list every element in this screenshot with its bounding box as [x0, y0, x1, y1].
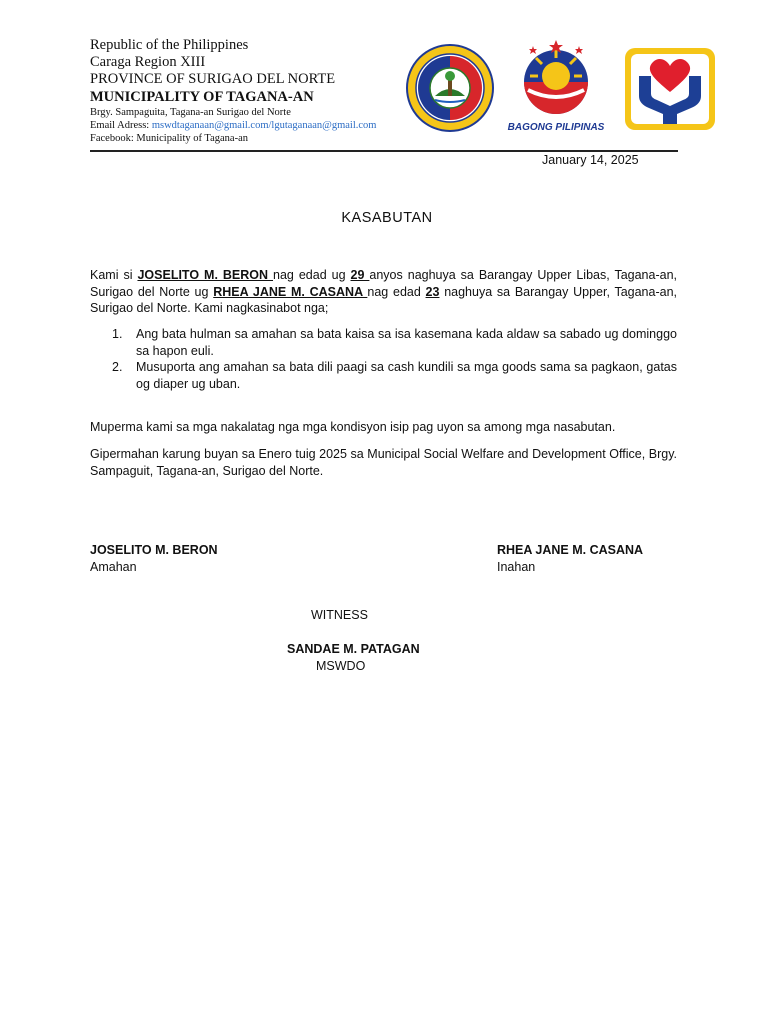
witness-signature-block — [287, 641, 420, 674]
father-signature-role: Amahan — [90, 559, 137, 574]
consent-paragraph: Muperma kami sa mga nakalatag nga mga kondisyon isip pag uyon sa among mga nasabutan. — [90, 420, 616, 434]
email-link[interactable]: mswdtaganaan@gmail.com/lgutaganaan@gmail.com — [151, 120, 377, 131]
document-date: January 14, 2025 — [542, 153, 639, 167]
list-item-number: 1. — [112, 327, 123, 341]
father-name-inline: JOSELITO M. BERON — [137, 268, 274, 282]
bagong-pilipinas-logo — [503, 38, 609, 134]
letterhead-province: PROVINCE OF SURIGAO DEL NORTE — [90, 71, 336, 87]
letterhead — [90, 37, 420, 145]
letterhead-municipality: MUNICIPALITY OF TAGANA-AN — [90, 89, 314, 105]
intro-text-b: nag edad ug — [273, 268, 351, 282]
letterhead-address: Brgy. Sampaguita, Tagana-an Surigao del Norte — [90, 107, 291, 118]
list-item-text: Musuporta ang amahan sa bata dili paagi sa cash kundili sa mga goods sama sa pagkaon, gatas og diaper ug uban. — [136, 360, 677, 391]
mother-age-inline: 23 — [425, 284, 440, 299]
document-title: KASABUTAN — [341, 210, 433, 226]
witness-label: WITNESS — [311, 608, 368, 622]
father-age-inline: 29 — [350, 268, 370, 282]
letterhead-region: Caraga Region XIII — [90, 54, 206, 70]
list-item-number: 2. — [112, 360, 123, 374]
mother-signature-role: Inahan — [497, 559, 536, 574]
list-item — [90, 326, 677, 359]
dswd-logo — [623, 46, 717, 132]
witness-signature-role: MSWDO — [316, 658, 366, 673]
agreement-list — [90, 326, 677, 392]
header-divider — [90, 150, 678, 152]
father-signature-name: JOSELITO M. BERON — [90, 543, 218, 557]
intro-text-c: anyos naghuya sa Barangay Upper Libas, Tagana-an, Surigao del Norte ug — [90, 268, 678, 299]
mother-signature-name: RHEA JANE M. CASANA — [497, 543, 644, 557]
email-label: Email Adress: — [90, 120, 152, 131]
list-item — [90, 359, 677, 392]
intro-text-d: nag edad — [367, 284, 426, 299]
intro-text-a: Kami si — [90, 268, 138, 282]
witness-signature-name: SANDAE M. PATAGAN — [287, 642, 420, 656]
signing-paragraph: Gipermahan karung buyan sa Enero tuig 2025 sa Municipal Social Welfare and Development Office, Brgy. Sampaguit, Tagana-an, Surigao del Norte. — [90, 447, 677, 478]
mother-signature-block — [497, 542, 643, 575]
mother-name-inline: RHEA JANE M. CASANA — [213, 284, 368, 299]
municipal-seal-logo — [405, 42, 495, 134]
letterhead-country: Republic of the Philippines — [90, 37, 249, 53]
list-item-text: Ang bata hulman sa amahan sa bata kaisa sa isa kasemana kada aldaw sa sabado ug dominggo sa hapon euli. — [136, 327, 677, 358]
intro-paragraph — [90, 267, 677, 317]
letterhead-facebook: Facebook: Municipality of Tagana-an — [90, 133, 248, 144]
letterhead-email — [90, 119, 420, 132]
intro-text-e: naghuya sa Barangay Upper, Tagana-an, Surigao del Norte. Kami nagkasinabot nga; — [90, 284, 677, 315]
bagong-pilipinas-text: BAGONG PILIPINAS — [507, 122, 605, 133]
father-signature-block — [90, 542, 218, 575]
